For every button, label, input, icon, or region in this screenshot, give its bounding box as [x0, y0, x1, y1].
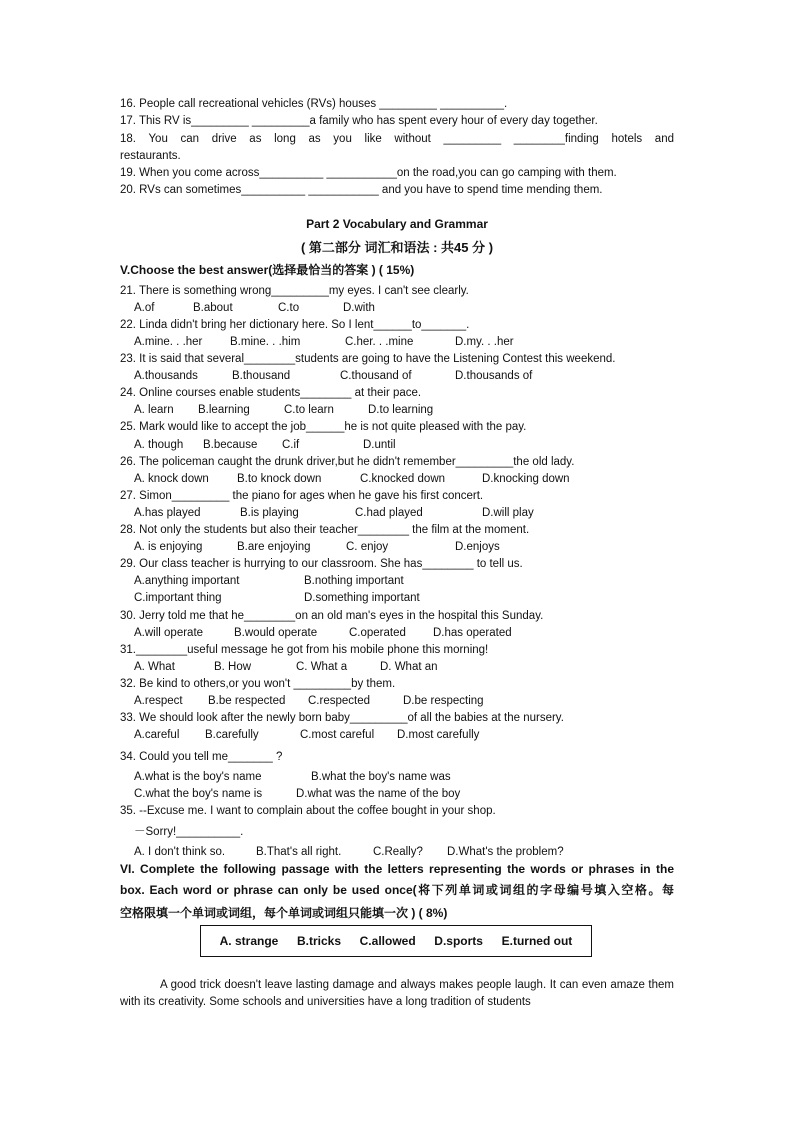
question-25: 25. Mark would like to accept the job______he is not quite pleased with the pay.: [120, 421, 527, 433]
q26-option-c: C.knocked down: [360, 473, 446, 485]
word-box-item-c: C.allowed: [359, 934, 416, 948]
question-20: 20. RVs can sometimes__________ ___________ and you have to spend time mending them.: [120, 184, 603, 196]
q26-option-b: B.to knock down: [237, 473, 322, 485]
question-19: 19. When you come across__________ ___________on the road,you can go camping with them.: [120, 167, 617, 179]
question-21: 21. There is something wrong_________my eyes. I can't see clearly.: [120, 285, 469, 297]
section6-heading-line1: VI. Complete the following passage with the letters representing the words or phrases in the: [120, 862, 674, 876]
question-18-continued: restaurants.: [120, 150, 181, 162]
q32-option-b: B.be respected: [208, 695, 286, 707]
q28-option-a: A. is enjoying: [134, 541, 203, 553]
q34-option-d: D.what was the name of the boy: [296, 788, 461, 800]
q34-option-b: B.what the boy's name was: [311, 771, 451, 783]
q22-option-b: B.mine. . .him: [230, 336, 301, 348]
q35-option-d: D.What's the problem?: [447, 846, 564, 858]
question-35-reply: －Sorry!__________.: [134, 826, 244, 838]
q28-option-b: B.are enjoying: [237, 541, 311, 553]
q21-option-d: D.with: [343, 302, 375, 314]
q35-option-a: A. I don't think so.: [134, 846, 226, 858]
q30-option-b: B.would operate: [234, 627, 318, 639]
q30-option-c: C.operated: [349, 627, 406, 639]
q25-option-d: D.until: [363, 439, 396, 451]
word-box: [200, 925, 592, 957]
question-18: 18. You can drive as long as you like without _________ ________finding hotels and: [120, 133, 674, 145]
q22-option-a: A.mine. . .her: [134, 336, 203, 348]
question-30: 30. Jerry told me that he________on an old man's eyes in the hospital this Sunday.: [120, 610, 544, 622]
q24-option-d: D.to learning: [368, 404, 434, 416]
q32-option-a: A.respect: [134, 695, 183, 707]
q30-option-a: A.will operate: [134, 627, 204, 639]
q35-option-c: C.Really?: [373, 846, 423, 858]
question-27: 27. Simon_________ the piano for ages when he gave his first concert.: [120, 490, 484, 502]
q23-option-a: A.thousands: [134, 370, 198, 382]
q29-option-b: B.nothing important: [304, 575, 404, 587]
q28-option-c: C. enjoy: [346, 541, 389, 553]
q32-option-d: D.be respecting: [403, 695, 484, 707]
q29-option-a: A.anything important: [134, 575, 240, 587]
q23-option-c: C.thousand of: [340, 370, 412, 382]
q27-option-d: D.will play: [482, 507, 534, 519]
section5-heading: V.Choose the best answer(选择最恰当的答案 ) ( 15%): [120, 263, 415, 277]
question-17: 17. This RV is_________ _________a family who has spent every hour of every day together.: [120, 115, 598, 127]
question-31: 31.________useful message he got from his mobile phone this morning!: [120, 644, 489, 656]
question-26: 26. The policeman caught the drunk driver,but he didn't remember_________the old lady.: [120, 456, 575, 468]
question-22: 22. Linda didn't bring her dictionary here. So I lent______to_______.: [120, 319, 470, 331]
q26-option-a: A. knock down: [134, 473, 209, 485]
q24-option-b: B.learning: [198, 404, 250, 416]
q21-option-c: C.to: [278, 302, 300, 314]
q23-option-d: D.thousands of: [455, 370, 533, 382]
q34-option-a: A.what is the boy's name: [134, 771, 262, 783]
passage-text: A good trick doesn't leave lasting damage and always makes people laugh. It can even amaze them with its creativity. Some schools and universities have a long tradition of students: [120, 979, 674, 1008]
q24-option-c: C.to learn: [284, 404, 334, 416]
q33-option-d: D.most carefully: [397, 729, 480, 741]
q31-option-a: A. What: [134, 661, 175, 673]
q24-option-a: A. learn: [134, 404, 174, 416]
part2-subtitle: ( 第二部分 词汇和语法 : 共45 分 ): [300, 240, 494, 255]
section6-heading-line2: box. Each word or phrase can only be used once(将下列单词或词组的字母编号填入空格。每: [120, 883, 674, 897]
q25-option-a: A. though: [134, 439, 184, 451]
q31-option-c: C. What a: [296, 661, 348, 673]
q29-option-d: D.something important: [304, 592, 420, 604]
q33-option-c: C.most careful: [300, 729, 375, 741]
q27-option-b: B.is playing: [240, 507, 299, 519]
q25-option-b: B.because: [203, 439, 258, 451]
word-box-item-b: B.tricks: [296, 934, 341, 948]
q33-option-b: B.carefully: [205, 729, 259, 741]
word-box-item-a: A. strange: [219, 934, 279, 948]
q29-option-c: C.important thing: [134, 592, 222, 604]
q23-option-b: B.thousand: [232, 370, 291, 382]
q22-option-c: C.her. . .mine: [345, 336, 414, 348]
q26-option-d: D.knocking down: [482, 473, 570, 485]
q27-option-a: A.has played: [134, 507, 201, 519]
word-box-item-e: E.turned out: [501, 934, 573, 948]
q21-option-a: A.of: [134, 302, 155, 314]
passage: [120, 977, 674, 1011]
q30-option-d: D.has operated: [433, 627, 512, 639]
q33-option-a: A.careful: [134, 729, 180, 741]
question-16: 16. People call recreational vehicles (RVs) houses _________ __________.: [120, 98, 508, 110]
question-34: 34. Could you tell me_______ ?: [120, 751, 283, 763]
section6-heading-line3: 空格限填一个单词或词组，每个单词或词组只能填一次 ) ( 8%): [120, 906, 448, 920]
q21-option-b: B.about: [193, 302, 233, 314]
q28-option-d: D.enjoys: [455, 541, 500, 553]
question-28: 28. Not only the students but also their teacher________ the film at the moment.: [120, 524, 530, 536]
q34-option-c: C.what the boy's name is: [134, 788, 263, 800]
q25-option-c: C.if: [282, 439, 300, 451]
q32-option-c: C.respected: [308, 695, 371, 707]
question-23: 23. It is said that several________students are going to have the Listening Contest this weekend.: [120, 353, 616, 365]
question-33: 33. We should look after the newly born baby_________of all the babies at the nursery.: [120, 712, 564, 724]
q35-option-b: B.That's all right.: [256, 846, 342, 858]
question-35: 35. --Excuse me. I want to complain about the coffee bought in your shop.: [120, 805, 496, 817]
q22-option-d: D.my. . .her: [455, 336, 514, 348]
word-box-item-d: D.sports: [434, 934, 483, 948]
q31-option-d: D. What an: [380, 661, 438, 673]
question-32: 32. Be kind to others,or you won't _________by them.: [120, 678, 396, 690]
q31-option-b: B. How: [214, 661, 252, 673]
q27-option-c: C.had played: [355, 507, 423, 519]
question-29: 29. Our class teacher is hurrying to our classroom. She has________ to tell us.: [120, 558, 523, 570]
part2-title: Part 2 Vocabulary and Grammar: [306, 217, 488, 231]
question-24: 24. Online courses enable students________ at their pace.: [120, 387, 422, 399]
